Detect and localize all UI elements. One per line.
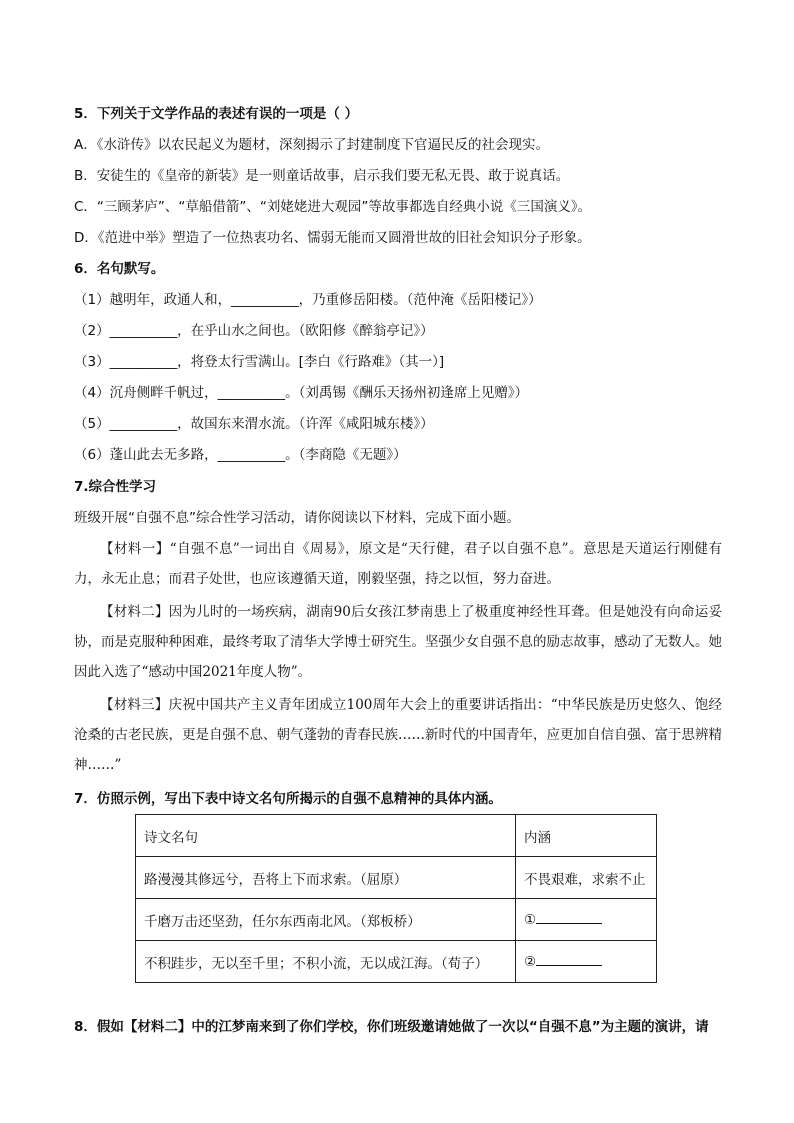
answer-blank-line[interactable]	[536, 911, 602, 924]
table-row	[136, 941, 657, 983]
q6-item-1: （1）越明年，政通人和，__________，乃重修岳阳楼。（范仲淹《岳阳楼记》）	[74, 292, 542, 308]
table-row	[136, 899, 657, 941]
q5-stem: 5．下列关于文学作品的表述有误的一项是（ ）	[74, 106, 359, 122]
q6-item-3: （3）__________，将登太行雪满山。[李白《行路难》（其一）]	[74, 354, 445, 370]
material-3	[74, 690, 722, 780]
q6-item-4: （4）沉舟侧畔千帆过，__________。（刘禹锡《酬乐天扬州初逢席上见赠》）	[74, 385, 529, 401]
q5-option-d: D．《范进中举》塑造了一位热衷功名、懦弱无能而又圆滑世故的旧社会知识分子形象。	[74, 230, 591, 246]
material-3-text: 庆祝中国共产主义青年团成立100周年大会上的重要讲话指出：“中华民族是历史悠久、饱经沧桑的古老民族，更是自强不息、朝气蓬勃的青春民族……新时代的中国青年，应更加自信自强、富于思辨精神……”	[74, 697, 723, 773]
table-header-cell: 内涵	[516, 815, 657, 857]
table-cell-quote: 不积跬步，无以至千里；不积小流，无以成江海。（荀子）	[136, 941, 516, 983]
blank-marker: ②	[524, 954, 537, 970]
q7-stem: 7．仿照示例，写出下表中诗文名句所揭示的自强不息精神的具体内涵。	[74, 791, 502, 807]
example-table	[135, 814, 657, 983]
q6-item-5: （5）__________，故国东来渭水流。（许浑《咸阳城东楼》）	[74, 416, 434, 432]
q5-option-a: A．《水浒传》以农民起义为题材，深刻揭示了封建制度下官逼民反的社会现实。	[74, 137, 549, 153]
material-1	[74, 534, 722, 594]
table-header-cell: 诗文名句	[136, 815, 516, 857]
material-1-tag: 【材料一】	[100, 541, 170, 557]
blank-marker: ①	[524, 912, 537, 928]
material-2	[74, 597, 722, 687]
table-cell-answer-blank[interactable]	[516, 941, 657, 983]
answer-blank-line[interactable]	[536, 953, 602, 966]
section-title: 7.综合性学习	[74, 479, 157, 495]
table-cell-answer-blank[interactable]	[516, 899, 657, 941]
material-2-tag: 【材料二】	[100, 604, 169, 620]
section-intro: 班级开展“自强不息”综合性学习活动，请你阅读以下材料，完成下面小题。	[74, 510, 520, 526]
table-row	[136, 857, 657, 899]
q8-stem: 8．假如【材料二】中的江梦南来到了你们学校，你们班级邀请她做了一次以“自强不息”为主题的演讲，请	[74, 1019, 709, 1035]
table-cell-quote: 路漫漫其修远兮，吾将上下而求索。（屈原）	[136, 857, 516, 899]
material-1-text: “自强不息”一词出自《周易》，原文是“天行健，君子以自强不息”。意思是天道运行刚健有力，永无止息；而君子处世，也应该遵循天道，刚毅坚强，持之以恒，努力奋进。	[74, 541, 723, 587]
q5-option-c: C．“三顾茅庐”、“草船借箭”、“刘姥姥进大观园”等故事都选自经典小说《三国演义》。	[74, 199, 592, 215]
q6-item-2: （2）__________，在乎山水之间也。（欧阳修《醉翁亭记》）	[74, 323, 434, 339]
q5-option-b: B．安徒生的《皇帝的新装》是一则童话故事，启示我们要无私无畏、敢于说真话。	[74, 168, 570, 184]
material-2-text: 因为儿时的一场疾病，湖南90后女孩江梦南患上了极重度神经性耳聋。但是她没有向命运妥协，而是克服种种困难，最终考取了清华大学博士研究生。坚强少女自强不息的励志故事，感动了无数人。她因此入选了“感动中国2021年度人物”。	[74, 604, 722, 680]
material-3-tag: 【材料三】	[100, 697, 169, 713]
table-header-row	[136, 815, 657, 857]
table-cell-meaning: 不畏艰难，求索不止	[516, 857, 657, 899]
q6-stem: 6．名句默写。	[74, 261, 165, 277]
q6-item-6: （6）蓬山此去无多路，__________。（李商隐《无题》）	[74, 447, 407, 463]
table-cell-quote: 千磨万击还坚劲，任尔东西南北风。（郑板桥）	[136, 899, 516, 941]
